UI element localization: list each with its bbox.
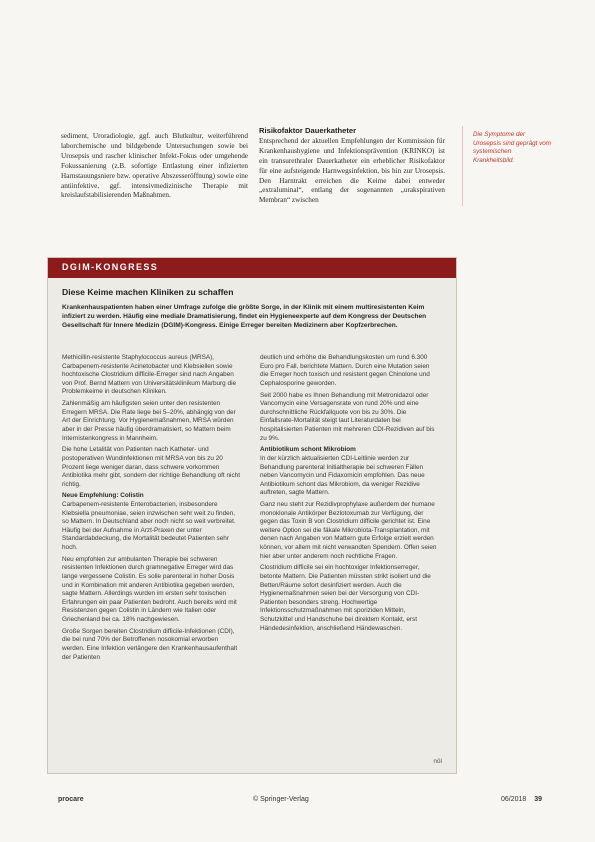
article-paragraph: Entsprechend der aktuellen Empfehlungen der Kommission für Krankenhaushygiene und Infektionsprävention (KRINKO) ist ein transurethraler Dauerkatheter ein erheblicher Risikofaktor für eine aufsteigende Harnwegsinfektion, bis hin zur Urosepsis. Den Harntrakt erreichen die Keime dabei entweder „extraluminal“, entlang der sogenannten „urakspirativen Membran“ zwischen	[259, 136, 445, 205]
journal-name: procare	[58, 796, 84, 803]
box-paragraph: Seit 2000 habe es Ihnen Behandlung mit Metronidazol oder Vancomycin eine Versagensrate von rund 20% und eine durchschnittliche Rückfallquote von bis zu 30%. Die Einfallsrate-Mortalität steigt laut Literaturdaten bei hospitalisierten Patienten mit mehreren CDI-Rezidiven auf bis zu 9%.	[260, 391, 435, 442]
box-paragraph: In der kürzlich aktualisierten CDI-Leitlinie werden zur Behandlung parenteral Initialtherapie bei schweren Fällen neben Vancomycin und Fidaxomicin empfohlen. Das neue Antibiotikum schont das Mikrobiom, da weniger Rezidive auftreten, sagte Mattern.	[260, 454, 425, 497]
box-banner-label: DGIM-KONGRESS	[62, 262, 159, 272]
box-paragraph: Große Sorgen bereiten Clostridium difficile-Infektionen (CDI), die bei rund 70% der Betroffenen nosokomial erworben werden. Eine Infektion verlängere den Krankenhausaufenthalt der Patienten	[62, 627, 238, 661]
box-paragraph: Die hohe Letalität von Patienten nach Katheter- und postoperativen Wundinfektionen mit MRSA von bis zu 20 Prozent liege weniger daran, dass schwere vorkommen Antibiotika mehr gibt, sondern der richtige Behandlung oft nicht richtig.	[62, 446, 240, 488]
box-lead-paragraph: Krankenhauspatienten haben einer Umfrage zufolge die größte Sorge, in der Klinik mit einem multiresistenten Keim infiziert zu werden. Häufig eine mediale Dramatisierung, findet ein Hygieneexperte auf dem Kongress der Deutschen Gesellschaft für Innere Medizin (DGIM)-Kongress. Einige Erreger bereiten Medizinern aber Kopfzerbrechen.	[62, 304, 427, 329]
box-title: Diese Keime machen Kliniken zu schaffen	[62, 287, 234, 297]
box-paragraph: Neu empfohlen zur ambulanten Therapie bei schweren resistenten Infektionen durch gramnegative Erreger wird das lange vergessene Colistin. Es solle parenteral in hoher Dosis und in Kombination mit anderen Antibiotika gegeben werden, sagte Mattern. Allerdings wurden im ersten sehr toxischen Erfahrungen ein paar Patienten bedroht. Auch bereits wird mit Resistenzen gegen Colistin in Ländern wie Italien oder Griechenland bei ca. 18% nachgewiesen.	[62, 555, 237, 623]
article-right-column	[259, 126, 445, 208]
article-paragraph: sediment, Uroradiologie, ggf. auch Blutkultur, weiterführend laborchemische und bildgebende Untersuchungen sowie bei Urosepsis und rascher klinischer Infekt-Fokus oder umgehende Fokussanierung (z.B. sofortige Entlastung einer infizierten Harnstauungsniere bzw. operative Abszesseröffnung) sowie eine antiinfektive, ggf. intensivmedizinische Therapie mit kreislaufstabilisierenden Maßnahmen.	[61, 132, 248, 200]
page-number: 39	[534, 796, 542, 803]
box-column-left	[62, 354, 240, 665]
margin-note: Die Symptome der Urosepsis sind geprägt vom systemischen Krankheitsbild.	[473, 131, 552, 165]
page-footer	[58, 796, 542, 810]
box-paragraph: Clostridium difficile sei ein hochtoxiger Infektionserreger, betonte Mattern. Die Patienten müssten strikt isoliert und die Betten/Räume sofort desinfiziert werden. Auch die Hygienemaßnahmen seien bei der Versorgung von CDI-Patienten besonders streng. Hochwertige Infektionsschutzmaßnahmen mit sporiziden Mitteln, Schutzkittel und Handschuhe bei direktem Kontakt, erst Händedesinfektion, anschließend Händewaschen.	[260, 564, 431, 632]
dgim-info-box	[47, 257, 457, 774]
box-subheading: Neue Empfehlung: Colistin	[62, 492, 144, 500]
article-left-column	[61, 132, 248, 203]
issue-number: 06/2018	[501, 796, 527, 803]
margin-divider	[462, 126, 463, 206]
box-paragraph: Zahlenmäßig am häufigsten seien unter den resistenten Erregern MRSA. Die Rate liege bei 5–20%, abhängig von der Art der Einrichtung. Vor Hygienemaßnahmen, MRSA würden aber in der Presse häufig überdramatisiert, so Mattern beim Internistenkongress in Mannheim.	[62, 400, 236, 442]
section-heading: Risikofaktor Dauerkatheter	[259, 126, 357, 135]
box-paragraph: Carbapenem-resistente Enterobacterien, insbesondere Klebsiella pneumoniae, seien inzwischen sehr weit zu finden, so Mattern. In Deutschland aber noch nicht so weit verbreitet. Häufig bei der Aufnahme in Arzt-Praxen der unter Standardabdeckung, die Mortalität bedeutet Patienten sehr hoch.	[62, 501, 236, 552]
publisher-credit: © Springer-Verlag	[253, 796, 309, 803]
author-signature: nöl	[433, 758, 442, 765]
box-column-right	[260, 354, 438, 636]
box-paragraph: Ganz neu steht zur Rezidivprophylaxe außerdem der humane monoklonale Antikörper Bezlotoxumab zur Verfügung, der gegen das Toxin B von Clostridium difficile gerichtet ist. Eine weitere Option sei die fäkale Mikrobiota-Transplantation, mit denen nach Angaben von Mattern gute Erfolge erzielt werden können, vor allem mit nicht verwandten Spendern. Offen seien hier aber unter anderem noch rechtliche Fragen.	[260, 501, 437, 560]
box-banner	[48, 258, 456, 278]
box-paragraph: Methicillin-resistente Staphylococcus aureus (MRSA), Carbapenem-resistente Acinetobacter und Klebsiellen sowie hochtoxische Clostridium difficile-Erreger sind nach Angaben von Prof. Bernd Mattern von Universitätsklinikum Marburg die Problemkeime in deutschen Kliniken.	[62, 354, 237, 396]
box-subheading: Antibiotikum schont Mikrobiom	[260, 446, 356, 454]
box-paragraph: deutlich und erhöhe die Behandlungskosten um rund 6.300 Euro pro Fall, berichtete Mattern. Durch eine Mutation seien die Erreger hoch toxisch und resistent gegen Chinolone und Cephalosporine geworden.	[260, 354, 430, 387]
